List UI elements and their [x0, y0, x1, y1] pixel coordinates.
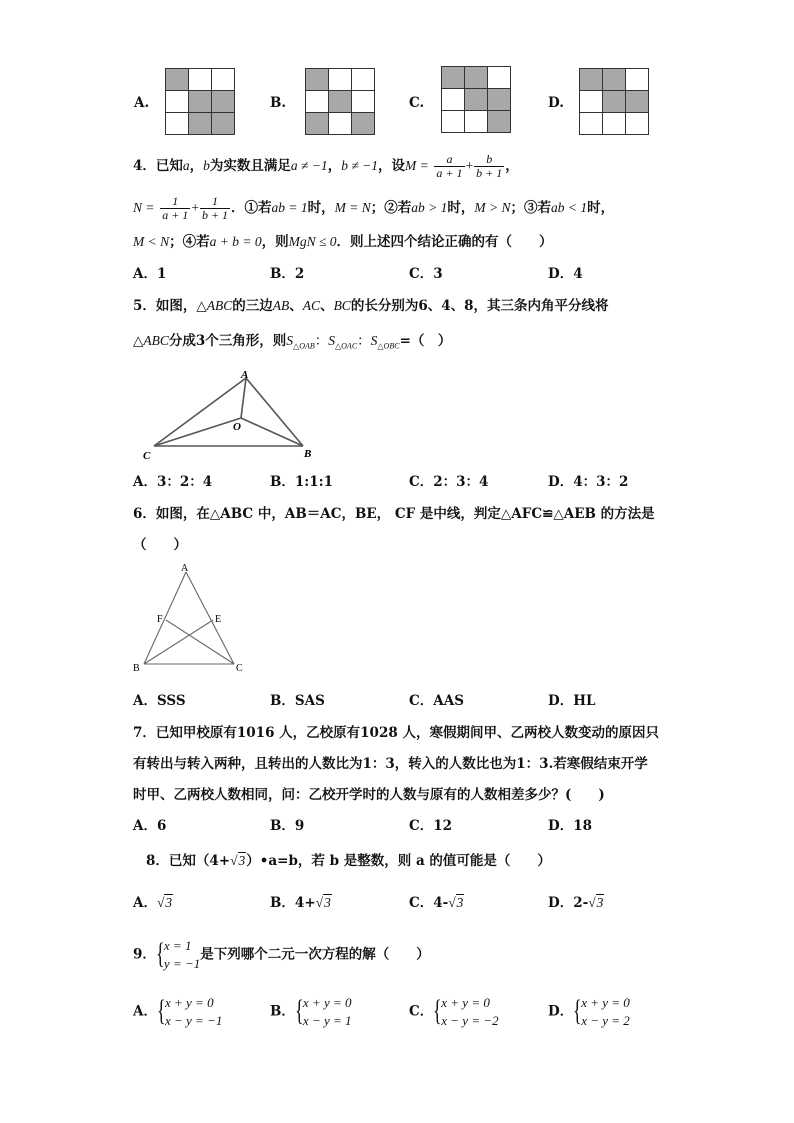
q4-n-eq: N = [133, 200, 155, 215]
grid-cell-shaded [603, 91, 626, 113]
frac-1a: $\frac{1}{a + 1}$ [162, 194, 189, 222]
q5-area: S [328, 333, 335, 348]
q4-option-c[interactable]: C．3 [409, 266, 443, 282]
vertex-e-label: E [215, 614, 222, 625]
vertex-o-label: O [233, 421, 241, 433]
grid-cell-empty [212, 69, 235, 91]
q4-text: ，设 [377, 158, 405, 174]
grid-cell-shaded [603, 69, 626, 91]
q4-cond: ab < 1 [551, 200, 588, 215]
grid-cell-shaded [306, 69, 329, 91]
q4-cond: M = N [334, 200, 371, 215]
q5-sep: 、 [289, 298, 303, 314]
option-system: { x + y = 0 x − y = 2 [573, 994, 630, 1028]
q9-option-a[interactable] [133, 994, 222, 1030]
q9-text: 是下列哪个二元一次方程的解（ ） [200, 946, 430, 963]
sqrt-3: √3 [230, 853, 246, 868]
q4-text: ，则 [261, 234, 289, 250]
option-label: A． [133, 1003, 157, 1020]
grid-cell-shaded [465, 67, 488, 89]
q7-option-d[interactable]: D．18 [548, 818, 592, 834]
q3-option-c-label: C. [409, 95, 425, 111]
q5-colon: ： [357, 333, 371, 348]
q4-text: 时， [447, 200, 475, 216]
q3-option-d-grid [579, 68, 649, 135]
grid-cell-empty [352, 69, 375, 91]
q4-text: 4．已知 [133, 158, 183, 174]
q9-line-1 [133, 937, 430, 973]
grid-cell-shaded [329, 91, 352, 113]
q4-cond-2: b ≠ −1 [341, 158, 378, 173]
q5-option-b[interactable]: B．1:1:1 [270, 474, 334, 490]
equation: x + y = 0 [441, 995, 490, 1010]
equation: x + y = 0 [581, 995, 630, 1010]
q4-text: ；②若 [370, 200, 412, 216]
grid-cell-shaded [189, 113, 212, 135]
q6-line-2: （ ） [133, 537, 187, 553]
grid-cell-shaded [488, 111, 511, 133]
frac-1b: $\frac{1}{b + 1}$ [201, 194, 229, 222]
q5-text: 的长分别为6、4、8，其三条内角平分线将 [350, 298, 609, 314]
vertex-a-label: A [241, 369, 249, 381]
q4-text: ；③若 [510, 200, 552, 216]
q4-line-1 [133, 153, 519, 180]
q5-option-c[interactable]: C．2：3：4 [409, 474, 489, 490]
equation: x + y = 0 [164, 995, 214, 1010]
grid-cell-shaded [166, 69, 189, 91]
q4-text: 时， [587, 200, 615, 216]
q4-line-3 [133, 233, 553, 251]
grid-cell-empty [329, 113, 352, 135]
vertex-b-label: B [304, 448, 312, 460]
option-system: { x + y = 0 x − y = −2 [433, 994, 499, 1028]
q5-sep: 、 [320, 298, 334, 314]
equation: x − y = 1 [302, 1013, 352, 1028]
q4-option-b[interactable]: B．2 [270, 266, 305, 282]
grid-cell-empty [189, 69, 212, 91]
q5-area: S [286, 333, 294, 348]
q5-line-2 [133, 332, 451, 356]
q4-text: ．①若 [231, 200, 272, 216]
sqrt-3: √3 [448, 895, 464, 910]
grid-cell-shaded [212, 113, 235, 135]
grid-cell-empty [442, 89, 465, 111]
q6-option-d[interactable]: D．HL [548, 693, 596, 709]
grid-cell-empty [166, 113, 189, 135]
q5-side-bc: BC [333, 298, 351, 313]
q3-option-d-label: D. [548, 95, 564, 111]
grid-cell-shaded [442, 67, 465, 89]
q4-cond: M > N [474, 200, 511, 215]
option-label: D． [548, 1003, 574, 1020]
q7-line-3: 时甲、乙两校人数相同，问：乙校开学时的人数与原有的人数相差多少？( ) [133, 787, 605, 803]
q3-option-b-label: B. [270, 95, 287, 111]
q6-triangle-figure [130, 560, 255, 680]
q8-option-b[interactable] [270, 894, 332, 912]
grid-cell-empty [442, 111, 465, 133]
q5-area-sub: △OBC [377, 341, 400, 351]
equation: x − y = −1 [164, 1013, 223, 1028]
q5-area-sub: △OAB [293, 341, 315, 351]
option-prefix: 4+ [294, 895, 316, 911]
option-prefix: 2- [573, 895, 589, 911]
grid-cell-shaded [189, 91, 212, 113]
q5-triangle: △ABC [196, 298, 233, 313]
q8-option-c[interactable] [409, 894, 464, 912]
option-label: C． [409, 1003, 434, 1020]
q4-line-2 [133, 195, 614, 222]
radicand: 3 [165, 895, 173, 910]
q6-option-b[interactable]: B．SAS [270, 693, 325, 709]
q5-text: 5．如图， [133, 298, 197, 314]
grid-cell-empty [603, 113, 626, 135]
sqrt-3: √3 [588, 895, 604, 910]
grid-cell-empty [580, 91, 603, 113]
var-a: a [182, 158, 190, 173]
vertex-b-label: B [133, 663, 140, 674]
vertex-f-label: F [157, 614, 163, 625]
sqrt-3: √3 [315, 895, 331, 910]
option-prefix: 4- [433, 895, 449, 911]
q7-option-a[interactable]: A．6 [133, 818, 167, 834]
equation: y = −1 [163, 956, 201, 971]
grid-cell-empty [352, 91, 375, 113]
q5-side-ab: AB [272, 298, 290, 313]
grid-cell-empty [488, 67, 511, 89]
plus: + [465, 158, 474, 173]
equation: x + y = 0 [302, 995, 352, 1010]
grid-cell-empty [329, 69, 352, 91]
q5-area-sub: △OAC [335, 341, 358, 351]
q3-option-c-grid [441, 66, 511, 133]
grid-cell-shaded [626, 91, 649, 113]
q5-option-d[interactable]: D．4：3：2 [548, 474, 629, 490]
q9-option-d[interactable] [548, 994, 630, 1030]
q8-line-1 [146, 852, 551, 870]
equation: x − y = −2 [441, 1013, 499, 1028]
q4-text: ．则上述四个结论正确的有（ ） [336, 234, 553, 250]
q4-cond: ab = 1 [271, 200, 308, 215]
q5-area: S [370, 333, 378, 348]
q4-sep: ， [327, 158, 342, 174]
frac-a: $\frac{a}{a + 1}$ [436, 152, 463, 180]
grid-cell-empty [580, 113, 603, 135]
q9-number: 9． [133, 946, 156, 963]
q6-option-a[interactable]: A．SSS [133, 693, 186, 709]
equation: x = 1 [163, 938, 192, 953]
q4-sep: ， [189, 158, 204, 174]
q8-text: ）•a=b，若 b 是整数，则 a 的值可能是（ ） [246, 853, 551, 869]
grid-cell-empty [626, 113, 649, 135]
q7-line-1: 7．已知甲校原有1016 人，乙校原有1028 人，寒假期间甲、乙两校人数变动的原因只 [133, 725, 659, 741]
option-label: C． [409, 895, 434, 911]
var-b: b [203, 158, 210, 173]
q3-option-b-grid [305, 68, 375, 135]
plus: + [191, 200, 199, 215]
radicand: 3 [238, 853, 246, 868]
q3-option-a-grid [165, 68, 235, 135]
q9-option-c[interactable] [409, 994, 499, 1030]
option-system: { x + y = 0 x − y = −1 [156, 994, 223, 1028]
vertex-c-label: C [236, 663, 243, 674]
q8-option-a[interactable] [133, 894, 173, 912]
option-system: { x + y = 0 x − y = 1 [294, 994, 352, 1028]
grid-cell-shaded [306, 113, 329, 135]
q5-text: =（ ） [399, 333, 452, 349]
vertex-a-label: A [181, 563, 189, 574]
q7-line-2: 有转出与转入两种，且转出的人数比为1：3，转入的人数比也为1：3.若寒假结束开学 [133, 756, 648, 772]
grid-cell-empty [626, 69, 649, 91]
q4-comma: ， [505, 158, 519, 174]
q8-text: 8．已知（4+ [146, 853, 231, 869]
q5-triangle: △ABC [133, 333, 169, 348]
option-label: B． [270, 895, 295, 911]
q4-option-a[interactable]: A．1 [133, 266, 167, 282]
q4-cond: ab > 1 [411, 200, 448, 215]
q9-system: { x = 1 y = −1 [155, 937, 201, 971]
q6-option-c[interactable]: C．AAS [409, 693, 464, 709]
q5-triangle-figure [138, 364, 328, 464]
grid-cell-shaded [465, 89, 488, 111]
q5-text: 分成3个三角形，则 [168, 333, 287, 349]
q5-colon: ： [314, 333, 329, 348]
q8-option-d[interactable] [548, 894, 604, 912]
q6-line-1: 6．如图，在△ABC 中，AB＝AC，BE， CF 是中线，判定△AFC≌△AEB 的方法是 [133, 506, 655, 522]
q5-side-ac: AC [302, 298, 321, 313]
radicand: 3 [324, 895, 331, 910]
radicand: 3 [596, 895, 604, 910]
q5-option-a[interactable]: A．3：2：4 [133, 474, 213, 490]
q4-option-d[interactable]: D．4 [548, 266, 583, 282]
q4-text: 时， [307, 200, 335, 216]
option-label: B． [270, 1003, 295, 1020]
q4-text: ；④若 [169, 234, 210, 250]
option-label: D． [548, 895, 574, 911]
q5-line-1 [133, 297, 609, 315]
q4-cond-1: a ≠ −1 [290, 158, 328, 173]
grid-cell-shaded [580, 69, 603, 91]
grid-cell-shaded [212, 91, 235, 113]
option-label: A． [133, 895, 157, 911]
q7-option-b[interactable]: B．9 [270, 818, 305, 834]
grid-cell-empty [166, 91, 189, 113]
q9-option-b[interactable] [270, 994, 352, 1030]
q5-text: 的三边 [232, 298, 273, 314]
q7-option-c[interactable]: C．12 [409, 818, 453, 834]
q4-m-eq: M = [404, 158, 429, 173]
grid-cell-empty [306, 91, 329, 113]
grid-cell-shaded [352, 113, 375, 135]
equation: x − y = 2 [581, 1013, 630, 1028]
q4-cond: M < N [133, 234, 170, 249]
grid-cell-shaded [488, 89, 511, 111]
frac-b: $\frac{b}{b + 1}$ [476, 152, 503, 180]
radicand: 3 [456, 895, 464, 910]
q3-option-a-label: A. [134, 95, 150, 111]
sqrt-3: √3 [156, 895, 173, 910]
q4-text: 为实数且满足 [209, 158, 291, 174]
q4-cond: MgN ≤ 0 [288, 234, 337, 249]
q4-cond: a + b = 0 [209, 234, 262, 249]
vertex-c-label: C [143, 450, 151, 462]
grid-cell-empty [465, 111, 488, 133]
